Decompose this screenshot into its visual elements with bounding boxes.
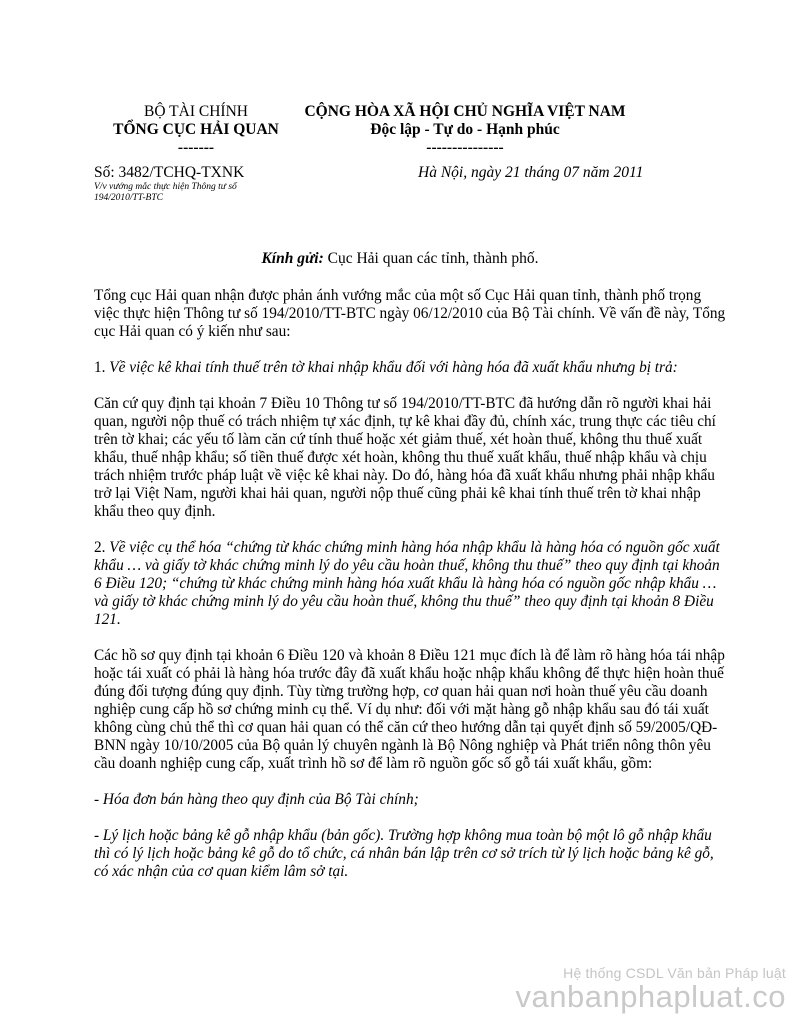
issuer-block: [96, 103, 296, 157]
item1-number: 1.: [94, 359, 110, 376]
bullet-invoice: - Hóa đơn bán hàng theo quy định của Bộ Tài chính;: [94, 791, 419, 808]
watermark-caption: Hệ thống CSDL Văn bản Pháp luật: [563, 965, 786, 981]
salutation-recipient: Cục Hải quan các tỉnh, thành phố.: [323, 250, 539, 267]
intro-paragraph: Tổng cục Hải quan nhận được phản ánh vướng mắc của một số Cục Hải quan tỉnh, thành phố trọng việc thực hiện Thông tư số 194/2010/TT-BTC ngày 06/12/2010 của Bộ Tài chính. Về vấn đề này, Tổng cục Hải quan có ý kiến như sau:: [94, 287, 726, 340]
document-body: [94, 287, 726, 899]
motto-rule: ---------------: [426, 139, 504, 156]
document-number: Số: 3482/TCHQ-TXNK: [94, 164, 245, 181]
item1-title: Về việc kê khai tính thuế trên tờ khai nhập khẩu đối với hàng hóa đã xuất khẩu nhưng bị trả:: [109, 359, 678, 376]
ministry-name: BỘ TÀI CHÍNH: [144, 103, 248, 120]
department-name: TỔNG CỤC HẢI QUAN: [113, 121, 279, 138]
national-motto: Độc lập - Tự do - Hạnh phúc: [370, 121, 560, 138]
item2-heading: [94, 539, 726, 629]
national-header: [290, 103, 640, 157]
item2-number: 2.: [94, 539, 110, 556]
watermark-site: vanbanphapluat.co: [515, 979, 786, 1014]
salutation-label: Kính gửi:: [261, 250, 324, 267]
item1-heading: [94, 359, 726, 377]
bullet-timber-list: - Lý lịch hoặc bảng kê gỗ nhập khẩu (bản gốc). Trường hợp không mua toàn bộ một lô gỗ nhập khẩu thì có lý lịch hoặc bảng kê gỗ do tổ chức, cá nhân bán lập trên cơ sở trích từ lý lịch hoặc bảng kê gỗ, có xác nhận của cơ quan kiểm lâm sở tại.: [94, 827, 714, 880]
salutation: [0, 250, 800, 268]
item1-paragraph: Căn cứ quy định tại khoản 7 Điều 10 Thông tư số 194/2010/TT-BTC đã hướng dẫn rõ người khai hải quan, người nộp thuế có trách nhiệm tự xác định, tự kê khai đầy đủ, chính xác, trung thực các tiêu chí trên tờ khai; các yếu tố làm căn cứ tính thuế hoặc xét giảm thuế, xét hoàn thuế, không thu thuế xuất khẩu, thuế nhập khẩu; số tiền thuế được xét hoàn, không thu thuế xuất khẩu, thuế nhập khẩu và chịu trách nhiệm trước pháp luật về việc kê khai này. Do đó, hàng hóa đã xuất khẩu nhưng phải nhập khẩu trở lại Việt Nam, người khai hải quan, người nộp thuế cũng phải kê khai tính thuế trên tờ khai nhập khẩu theo quy định.: [94, 395, 716, 520]
document-subject: V/v vướng mắc thực hiện Thông tư số 194/2010/TT-BTC: [94, 182, 237, 203]
country-name: CỘNG HÒA XÃ HỘI CHỦ NGHĨA VIỆT NAM: [304, 103, 626, 120]
issuer-rule: -------: [177, 139, 215, 156]
document-date: Hà Nội, ngày 21 tháng 07 năm 2011: [418, 164, 644, 181]
item2-title: Về việc cụ thể hóa “chứng từ khác chứng minh hàng hóa nhập khẩu là hàng hóa có nguồn gốc xuất khẩu … và giấy tờ khác chứng minh lý do yêu cầu hoàn thuế, không thu thuế” theo quy định tại khoản 6 Điều 120; “chứng từ khác chứng minh hàng hóa xuất khẩu là hàng hóa có nguồn gốc nhập khẩu … và giấy tờ khác chứng minh lý do yêu cầu hoàn thuế, không thu thuế” theo quy định tại khoản 8 Điều 121.: [94, 539, 720, 628]
item2-paragraph: Các hồ sơ quy định tại khoản 6 Điều 120 và khoản 8 Điều 121 mục đích là để làm rõ hàng hóa tái nhập hoặc tái xuất có phải là hàng hóa trước đây đã xuất khẩu hoặc nhập khẩu không để thực hiện hoàn thuế đúng đối tượng đúng quy định. Tùy từng trường hợp, cơ quan hải quan nơi hoàn thuế yêu cầu doanh nghiệp cung cấp hồ sơ chứng minh cụ thể. Ví dụ như: đối với mặt hàng gỗ nhập khẩu sau đó tái xuất không cùng chủ thể thì cơ quan hải quan có thể căn cứ theo hướng dẫn tại quyết định số 59/2005/QĐ-BNN ngày 10/10/2005 của Bộ quản lý chuyên ngành là Bộ Nông nghiệp và Phát triển nông thôn yêu cầu doanh nghiệp cung cấp, xuất trình hồ sơ để làm rõ nguồn gốc số gỗ tái xuất khẩu, gồm:: [94, 647, 725, 772]
